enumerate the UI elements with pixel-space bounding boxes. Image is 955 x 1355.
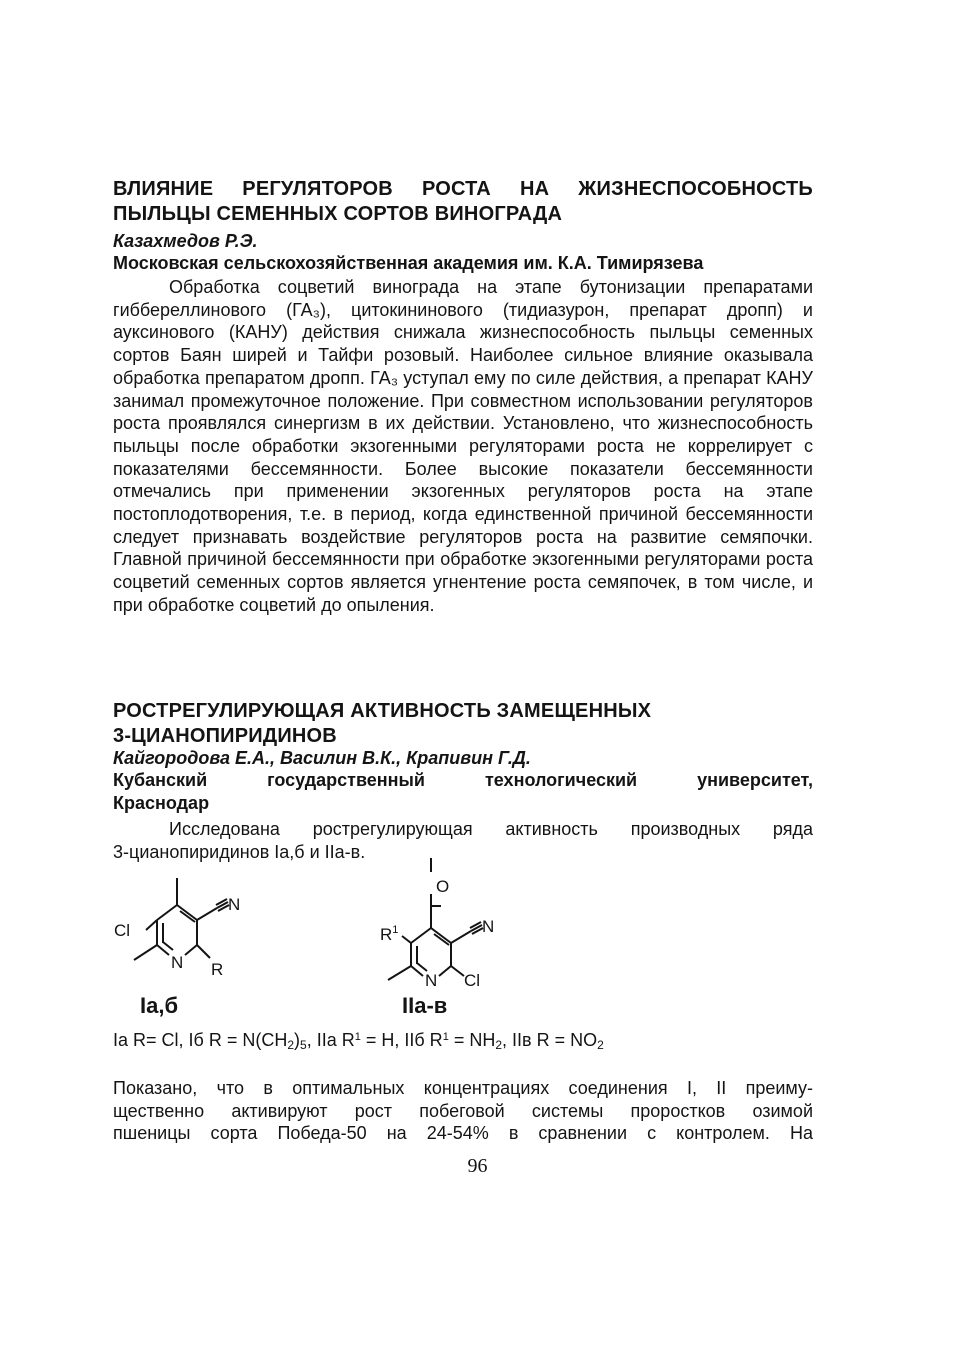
compound-1-n: N — [171, 953, 184, 972]
article2-title-line1: РОСТРЕГУЛИРУЮЩАЯ АКТИВНОСТЬ ЗАМЕЩЕННЫХ — [113, 700, 652, 722]
page-number: 96 — [467, 1155, 488, 1177]
article1-paragraph-text: Обработка соцветий винограда на этапе бутонизации препаратами гиббереллинового (ГА₃), цитокининового (тидиазурон, препарат дропп) и ауксинового (КАНУ) действия снижала жизнеспособность пыльцы семенных сортов Баян ширей и Тайфи розовый. Наиболее сильное влияние оказывала обработка препаратом дропп. ГА₃ уступал ему по силе действия, а препарат КАНУ занимал промежуточное положение. При совместном использовании регуляторов роста проявлялся синергизм в их действии. Установлено, что жизнеспособность пыльцы после обработки экзогенными регуляторами роста не коррелирует с показателями бессемянности. Более высокие показатели бессемянности отмечались при применении экзогенных регуляторов роста на этапе постоплодотворения, т.е. в период, когда единственной причиной бессемянности следует признавать воздействие регуляторов роста на развитие семяпочки. Главной причиной бессемянности при обработке экзогенными регуляторами роста соцветий семенных сортов является угнентение роста семяпочек, в том числе, и при обработке соцветий до опыления. — [113, 277, 813, 615]
compound-1-cn-n: N — [228, 895, 241, 914]
article1-title-line2: ПЫЛЬЦЫ СЕМЕННЫХ СОРТОВ ВИНОГРАДА — [113, 203, 563, 225]
article2-authors: Кайгородова Е.А., Василин В.К., Крапивин Г.Д. — [113, 748, 531, 768]
article2-affiliation-line2: Краснодар — [113, 793, 210, 813]
article2-intro-line1: Исследована рострегулирующая активность производных ряда — [169, 819, 813, 839]
article2-intro-line2: 3-цианопиридинов Iа,б и IIа-в. — [113, 841, 366, 862]
article1-paragraph — [113, 276, 813, 617]
compound-1-structure — [112, 870, 282, 990]
article2-intro — [113, 818, 813, 863]
compound-2-r1: $R^1$ — [380, 924, 399, 944]
article2-title — [113, 699, 813, 749]
article1-authors: Казахмедов Р.Э. — [113, 231, 258, 251]
compound-2-label: IIа-в — [402, 993, 448, 1018]
article1-title-line1: ВЛИЯНИЕ РЕГУЛЯТОРОВ РОСТА НА ЖИЗНЕСПОСОБНОСТЬ — [113, 178, 813, 200]
compound-2-n: N — [425, 971, 438, 990]
compound-1-r: R — [211, 960, 224, 979]
article1-title — [113, 177, 813, 227]
compound-1-cl: Cl — [114, 921, 131, 940]
article2-conclusion — [113, 1077, 813, 1145]
article2-conclusion-line3: пшеницы сорта Победа-50 на 24-54% в сравнении с контролем. На — [113, 1123, 813, 1144]
article1-affiliation: Московская сельскохозяйственная академия им. К.А. Тимирязева — [113, 253, 704, 273]
compound-2-structure — [376, 858, 546, 993]
article2-affiliation — [113, 769, 813, 815]
compound-2-o: O — [436, 877, 450, 896]
compound-2-cn-n: N — [482, 917, 495, 936]
article2-title-line2: 3-ЦИАНОПИРИДИНОВ — [113, 725, 337, 747]
article2-conclusion-line2: щественно активируют рост побеговой системы проростков озимой — [113, 1100, 813, 1121]
substituent-formula: Iа R= Cl, Iб $R = N(CH_2)_5$, IIа $R^1 = H$, IIб $R^1 = NH_2$, IIв $R = NO_2$ — [113, 1030, 604, 1052]
article2-conclusion-line1: Показано, что в оптимальных концентрациях соединения I, II преиму- — [113, 1078, 813, 1098]
compound-2-cl: Cl — [464, 971, 481, 990]
compound-1-label: Iа,б — [140, 993, 179, 1018]
article2-affiliation-line1: Кубанский государственный технологический университет, — [113, 770, 813, 790]
